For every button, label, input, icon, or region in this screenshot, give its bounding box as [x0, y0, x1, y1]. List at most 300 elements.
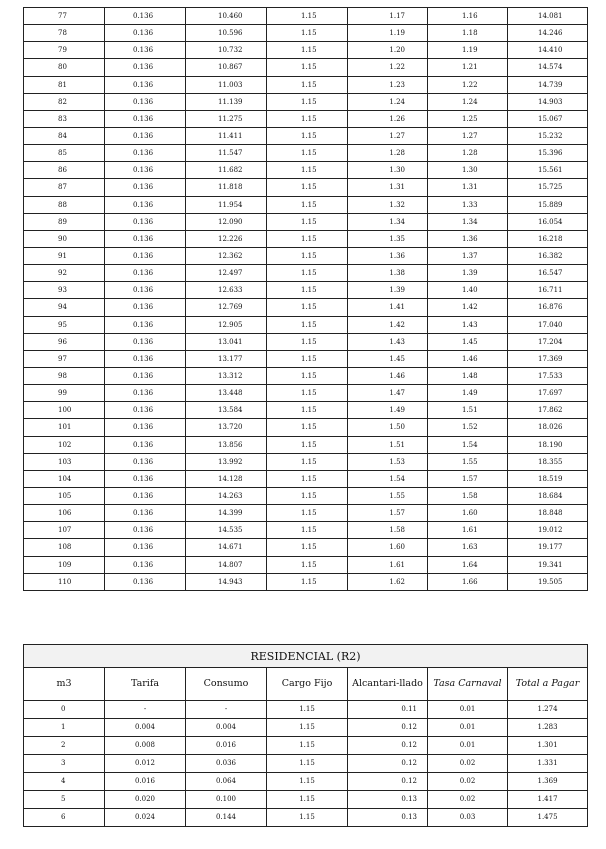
table-cell: 14.128	[186, 470, 267, 487]
table-cell: 0.144	[186, 809, 267, 827]
table-cell: 15.232	[508, 127, 588, 144]
table-cell: 0.136	[105, 505, 186, 522]
table-row	[24, 333, 588, 350]
table-cell: 0.12	[348, 773, 428, 791]
table-cell: 78	[24, 25, 105, 42]
table-cell: 1.46	[348, 367, 428, 384]
table-cell: 1.39	[348, 282, 428, 299]
table-cell: 10.732	[186, 42, 267, 59]
table-row	[24, 573, 588, 590]
table-cell: 10.596	[186, 25, 267, 42]
table-cell: 0.136	[105, 145, 186, 162]
table-cell: 11.275	[186, 110, 267, 127]
table-cell: 1.61	[348, 556, 428, 573]
table-cell: 1.51	[348, 436, 428, 453]
table-cell: 19.341	[508, 556, 588, 573]
table-cell: 1.15	[267, 505, 348, 522]
table-cell: 11.818	[186, 179, 267, 196]
table-row	[24, 76, 588, 93]
residencial-r2-table	[23, 644, 588, 827]
table-cell: 1.24	[428, 93, 508, 110]
table-cell: 94	[24, 299, 105, 316]
table-cell: 1.30	[348, 162, 428, 179]
table-cell: 1.62	[348, 573, 428, 590]
table-cell: 1.15	[267, 773, 348, 791]
table-cell: 1.45	[428, 333, 508, 350]
table-cell: 0.136	[105, 487, 186, 504]
table-cell: 15.396	[508, 145, 588, 162]
table-cell: 100	[24, 402, 105, 419]
table-cell: 1.26	[348, 110, 428, 127]
table-cell: 0.136	[105, 385, 186, 402]
table-cell: 0.024	[105, 809, 186, 827]
table-cell: 2	[24, 737, 105, 755]
table-cell: 1.15	[267, 737, 348, 755]
table-cell: 86	[24, 162, 105, 179]
table-cell: 1.22	[348, 59, 428, 76]
table-cell: 99	[24, 385, 105, 402]
table-cell: 1.15	[267, 76, 348, 93]
table-cell: 1.369	[508, 773, 588, 791]
table-cell: 12.226	[186, 230, 267, 247]
table-cell: 98	[24, 367, 105, 384]
table-cell: 1.15	[267, 316, 348, 333]
table-cell: 1.36	[428, 230, 508, 247]
table-cell: 1.45	[348, 350, 428, 367]
table-cell: 82	[24, 93, 105, 110]
table-cell: 1.15	[267, 556, 348, 573]
table-cell: 1.22	[428, 76, 508, 93]
table-cell: 18.355	[508, 453, 588, 470]
table-cell: 0.136	[105, 333, 186, 350]
table-cell: 0.136	[105, 93, 186, 110]
table-cell: 1.25	[428, 110, 508, 127]
table-cell: 17.204	[508, 333, 588, 350]
table-cell: 109	[24, 556, 105, 573]
table-cell: 1.66	[428, 573, 508, 590]
table-cell: 1.15	[267, 8, 348, 25]
table-cell: 13.041	[186, 333, 267, 350]
table-cell: 1.15	[267, 213, 348, 230]
column-header-tasa-carnaval: Tasa Carnaval	[428, 668, 508, 701]
table-row	[24, 470, 588, 487]
table-cell: 1.57	[428, 470, 508, 487]
table-cell: 0.11	[348, 701, 428, 719]
table-cell: 11.139	[186, 93, 267, 110]
table-cell: 18.190	[508, 436, 588, 453]
table-cell: 1.35	[348, 230, 428, 247]
table-cell: 1.49	[428, 385, 508, 402]
table-cell: 1.36	[348, 247, 428, 264]
table-row	[24, 247, 588, 264]
table-cell: 0.136	[105, 367, 186, 384]
table-row	[24, 25, 588, 42]
table-cell: 13.992	[186, 453, 267, 470]
column-header-cargo-fijo: Cargo Fijo	[267, 668, 348, 701]
table-row	[24, 773, 588, 791]
table-cell: 0.136	[105, 419, 186, 436]
table-cell: -	[186, 701, 267, 719]
table-cell: 1.50	[348, 419, 428, 436]
table-cell: 16.054	[508, 213, 588, 230]
table-cell: 16.876	[508, 299, 588, 316]
table-cell: 14.081	[508, 8, 588, 25]
table-cell: 1.15	[267, 539, 348, 556]
table-cell: 89	[24, 213, 105, 230]
table-cell: 1.43	[428, 316, 508, 333]
column-header-consumo: Consumo	[186, 668, 267, 701]
table-cell: 1.19	[348, 25, 428, 42]
table-cell: 11.003	[186, 76, 267, 93]
table-cell: 1.15	[267, 127, 348, 144]
table-cell: 0.136	[105, 110, 186, 127]
table-cell: 14.574	[508, 59, 588, 76]
table-cell: -	[105, 701, 186, 719]
table-cell: 1.31	[428, 179, 508, 196]
table-cell: 3	[24, 755, 105, 773]
table-cell: 91	[24, 247, 105, 264]
table-row	[24, 282, 588, 299]
table-cell: 13.312	[186, 367, 267, 384]
table-cell: 16.711	[508, 282, 588, 299]
table-cell: 11.411	[186, 127, 267, 144]
table-cell: 0.064	[186, 773, 267, 791]
column-header-total-a-pagar: Total a Pagar	[508, 668, 588, 701]
table-cell: 1.15	[267, 179, 348, 196]
table-title: RESIDENCIAL (R2)	[24, 645, 588, 668]
table-cell: 1.38	[348, 265, 428, 282]
table-cell: 17.369	[508, 350, 588, 367]
table-cell: 0.012	[105, 755, 186, 773]
table-cell: 0.13	[348, 809, 428, 827]
table-cell: 1.53	[348, 453, 428, 470]
table-cell: 107	[24, 522, 105, 539]
table-cell: 1.15	[267, 522, 348, 539]
table-cell: 1.15	[267, 247, 348, 264]
table-cell: 1.15	[267, 487, 348, 504]
table-cell: 16.218	[508, 230, 588, 247]
table-cell: 0.008	[105, 737, 186, 755]
table-cell: 1	[24, 719, 105, 737]
table-row	[24, 402, 588, 419]
table-cell: 1.24	[348, 93, 428, 110]
table-cell: 0.136	[105, 556, 186, 573]
table-cell: 1.31	[348, 179, 428, 196]
table-cell: 1.61	[428, 522, 508, 539]
table-cell: 1.15	[267, 809, 348, 827]
table-cell: 1.60	[428, 505, 508, 522]
table-cell: 77	[24, 8, 105, 25]
table-cell: 0.136	[105, 316, 186, 333]
table-cell: 1.15	[267, 573, 348, 590]
table-cell: 13.584	[186, 402, 267, 419]
table-cell: 0.136	[105, 573, 186, 590]
table-cell: 0	[24, 701, 105, 719]
table-cell: 0.02	[428, 773, 508, 791]
table-cell: 13.720	[186, 419, 267, 436]
table-cell: 0.01	[428, 719, 508, 737]
table-cell: 0.12	[348, 737, 428, 755]
table-row	[24, 316, 588, 333]
table-cell: 0.136	[105, 539, 186, 556]
table-cell: 0.136	[105, 470, 186, 487]
table-cell: 1.48	[428, 367, 508, 384]
table-row	[24, 719, 588, 737]
table-cell: 1.42	[428, 299, 508, 316]
table-cell: 16.547	[508, 265, 588, 282]
table-cell: 1.15	[267, 402, 348, 419]
table-cell: 13.177	[186, 350, 267, 367]
table-cell: 0.136	[105, 25, 186, 42]
table-cell: 1.63	[428, 539, 508, 556]
table-cell: 93	[24, 282, 105, 299]
table-cell: 1.15	[267, 333, 348, 350]
table-cell: 0.020	[105, 791, 186, 809]
table-row	[24, 42, 588, 59]
table-cell: 1.51	[428, 402, 508, 419]
table-cell: 1.49	[348, 402, 428, 419]
table-cell: 0.12	[348, 719, 428, 737]
table-cell: 1.15	[267, 265, 348, 282]
table-cell: 12.090	[186, 213, 267, 230]
table-row	[24, 110, 588, 127]
table-cell: 1.58	[428, 487, 508, 504]
table-cell: 1.55	[428, 453, 508, 470]
table-row	[24, 755, 588, 773]
table-cell: 17.040	[508, 316, 588, 333]
table-cell: 1.19	[428, 42, 508, 59]
table-cell: 110	[24, 573, 105, 590]
table-cell: 1.274	[508, 701, 588, 719]
table-cell: 13.856	[186, 436, 267, 453]
table-cell: 1.16	[428, 8, 508, 25]
table-cell: 0.136	[105, 196, 186, 213]
table-row	[24, 230, 588, 247]
table-cell: 1.417	[508, 791, 588, 809]
table-cell: 1.15	[267, 145, 348, 162]
table-cell: 14.739	[508, 76, 588, 93]
table-cell: 0.136	[105, 299, 186, 316]
table-cell: 0.02	[428, 755, 508, 773]
table-cell: 0.13	[348, 791, 428, 809]
table-cell: 17.533	[508, 367, 588, 384]
table-cell: 0.136	[105, 436, 186, 453]
column-header-m3: m3	[24, 668, 105, 701]
table-cell: 0.136	[105, 453, 186, 470]
table-cell: 0.02	[428, 791, 508, 809]
table-row	[24, 556, 588, 573]
table-cell: 14.399	[186, 505, 267, 522]
table-cell: 88	[24, 196, 105, 213]
table-cell: 1.15	[267, 59, 348, 76]
table-cell: 14.263	[186, 487, 267, 504]
table-row	[24, 162, 588, 179]
table-cell: 0.136	[105, 230, 186, 247]
column-header-alcantarillado: Alcantari-llado	[348, 668, 428, 701]
table-cell: 1.64	[428, 556, 508, 573]
table-cell: 13.448	[186, 385, 267, 402]
table-cell: 1.58	[348, 522, 428, 539]
residencial-table-body	[24, 701, 588, 827]
table-cell: 18.684	[508, 487, 588, 504]
column-header-row	[24, 668, 588, 701]
table-cell: 5	[24, 791, 105, 809]
table-cell: 0.036	[186, 755, 267, 773]
table-cell: 0.136	[105, 162, 186, 179]
table-cell: 0.136	[105, 213, 186, 230]
table-row	[24, 145, 588, 162]
column-header-tarifa: Tarifa	[105, 668, 186, 701]
table-cell: 0.136	[105, 8, 186, 25]
table-cell: 1.60	[348, 539, 428, 556]
table-cell: 1.15	[267, 350, 348, 367]
table-cell: 1.28	[428, 145, 508, 162]
table-row	[24, 791, 588, 809]
table-cell: 108	[24, 539, 105, 556]
table-cell: 103	[24, 453, 105, 470]
table-cell: 1.15	[267, 367, 348, 384]
table-cell: 90	[24, 230, 105, 247]
tariff-table-continuation	[23, 7, 588, 591]
table-row	[24, 367, 588, 384]
table-cell: 17.862	[508, 402, 588, 419]
table-cell: 16.382	[508, 247, 588, 264]
table-cell: 0.12	[348, 755, 428, 773]
table-row	[24, 487, 588, 504]
table-row	[24, 453, 588, 470]
table-cell: 14.807	[186, 556, 267, 573]
table-cell: 85	[24, 145, 105, 162]
table-row	[24, 350, 588, 367]
table-row	[24, 701, 588, 719]
table-cell: 19.505	[508, 573, 588, 590]
table-row	[24, 522, 588, 539]
table-cell: 12.362	[186, 247, 267, 264]
table-cell: 1.15	[267, 719, 348, 737]
table-cell: 1.43	[348, 333, 428, 350]
table-cell: 1.54	[428, 436, 508, 453]
table-row	[24, 436, 588, 453]
table-cell: 11.547	[186, 145, 267, 162]
table-cell: 1.39	[428, 265, 508, 282]
table-cell: 18.848	[508, 505, 588, 522]
table-cell: 0.136	[105, 127, 186, 144]
table-cell: 14.671	[186, 539, 267, 556]
table-cell: 0.03	[428, 809, 508, 827]
table-row	[24, 539, 588, 556]
table-cell: 1.15	[267, 42, 348, 59]
table-cell: 1.46	[428, 350, 508, 367]
table-row	[24, 737, 588, 755]
table-cell: 0.136	[105, 42, 186, 59]
table-cell: 10.867	[186, 59, 267, 76]
table-cell: 1.40	[428, 282, 508, 299]
table-cell: 81	[24, 76, 105, 93]
table-cell: 1.15	[267, 385, 348, 402]
table-cell: 1.37	[428, 247, 508, 264]
table-cell: 1.27	[428, 127, 508, 144]
table-cell: 1.15	[267, 110, 348, 127]
table-cell: 1.28	[348, 145, 428, 162]
table-row	[24, 59, 588, 76]
table-cell: 0.136	[105, 522, 186, 539]
table-row	[24, 196, 588, 213]
table-cell: 105	[24, 487, 105, 504]
table-cell: 12.633	[186, 282, 267, 299]
table-cell: 96	[24, 333, 105, 350]
table-cell: 1.15	[267, 453, 348, 470]
table-cell: 19.177	[508, 539, 588, 556]
table-cell: 0.136	[105, 402, 186, 419]
table-row	[24, 265, 588, 282]
table-cell: 11.954	[186, 196, 267, 213]
table-cell: 1.30	[428, 162, 508, 179]
table-cell: 1.41	[348, 299, 428, 316]
table-cell: 1.15	[267, 162, 348, 179]
table-cell: 14.535	[186, 522, 267, 539]
table-cell: 1.17	[348, 8, 428, 25]
table-cell: 19.012	[508, 522, 588, 539]
table-cell: 1.55	[348, 487, 428, 504]
table-cell: 0.004	[105, 719, 186, 737]
table-cell: 1.301	[508, 737, 588, 755]
table-cell: 14.246	[508, 25, 588, 42]
table-cell: 0.136	[105, 282, 186, 299]
table-cell: 12.497	[186, 265, 267, 282]
table-cell: 18.519	[508, 470, 588, 487]
table-row	[24, 505, 588, 522]
table-row	[24, 419, 588, 436]
table-cell: 0.100	[186, 791, 267, 809]
table-cell: 14.943	[186, 573, 267, 590]
table-row	[24, 93, 588, 110]
table-cell: 1.15	[267, 299, 348, 316]
table-cell: 1.42	[348, 316, 428, 333]
table-cell: 4	[24, 773, 105, 791]
table-cell: 14.410	[508, 42, 588, 59]
table-cell: 1.15	[267, 282, 348, 299]
table-cell: 0.136	[105, 350, 186, 367]
table-cell: 1.21	[428, 59, 508, 76]
table-cell: 106	[24, 505, 105, 522]
table-row	[24, 809, 588, 827]
table-cell: 1.32	[348, 196, 428, 213]
table-cell: 1.34	[348, 213, 428, 230]
table-cell: 95	[24, 316, 105, 333]
table-cell: 1.15	[267, 436, 348, 453]
table-cell: 6	[24, 809, 105, 827]
table-cell: 15.725	[508, 179, 588, 196]
table-cell: 10.460	[186, 8, 267, 25]
table-cell: 0.01	[428, 701, 508, 719]
table-cell: 1.34	[428, 213, 508, 230]
table-cell: 0.136	[105, 179, 186, 196]
table-cell: 1.15	[267, 230, 348, 247]
table-cell: 1.15	[267, 470, 348, 487]
table-cell: 0.016	[105, 773, 186, 791]
table-cell: 97	[24, 350, 105, 367]
table-cell: 1.54	[348, 470, 428, 487]
table-cell: 17.697	[508, 385, 588, 402]
table-cell: 11.682	[186, 162, 267, 179]
table-cell: 1.15	[267, 196, 348, 213]
table-cell: 1.15	[267, 701, 348, 719]
table-cell: 1.331	[508, 755, 588, 773]
table-cell: 1.15	[267, 755, 348, 773]
table-cell: 1.20	[348, 42, 428, 59]
table-cell: 1.15	[267, 419, 348, 436]
table-cell: 15.561	[508, 162, 588, 179]
